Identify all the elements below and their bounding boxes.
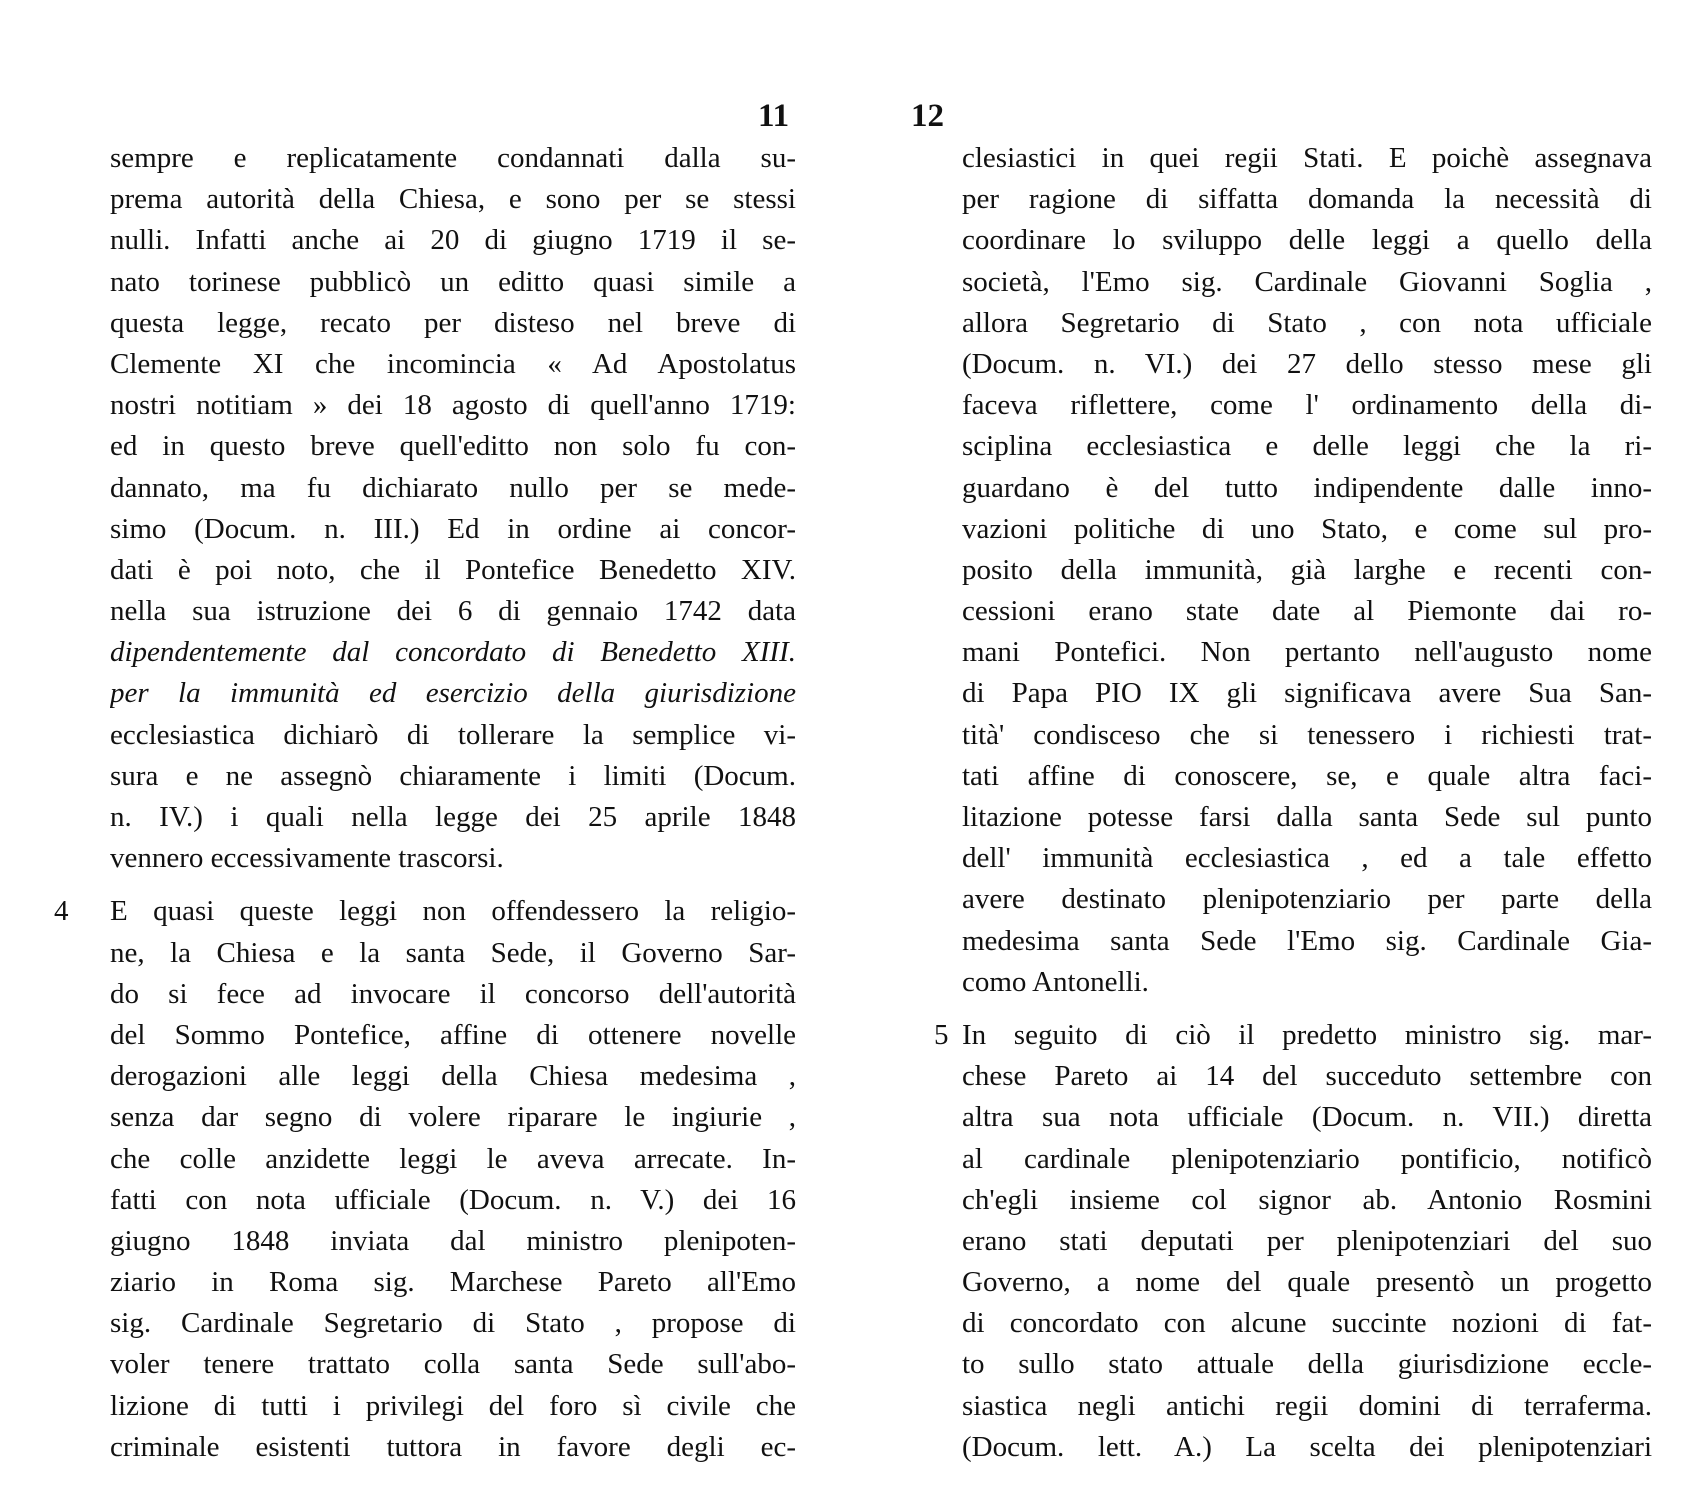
text-line: di Papa PIO IX gli significava avere Sua San-: [962, 677, 1652, 710]
text-line: simo (Docum. n. III.) Ed in ordine ai concor-: [110, 512, 796, 545]
text-line: guardano è del tutto indipendente dalle inno-: [962, 471, 1652, 504]
text-line: del Sommo Pontefice, affine di ottenere novelle: [110, 1018, 796, 1051]
text-line: como Antonelli.: [962, 965, 1149, 998]
text-line: nella sua istruzione dei 6 di gennaio 1742 data: [110, 595, 796, 628]
text-line: ch'egli insieme col signor ab. Antonio Rosmini: [962, 1183, 1652, 1216]
text-line: derogazioni alle leggi della Chiesa medesima ,: [110, 1060, 796, 1093]
text-line: sura e ne assegnò chiaramente i limiti (Docum.: [110, 759, 796, 792]
text-line: vennero eccessivamente trascorsi.: [110, 842, 504, 875]
text-line: voler tenere trattato colla santa Sede sull'abo-: [110, 1348, 796, 1381]
text-line: posito della immunità, già larghe e recenti con-: [962, 553, 1652, 586]
text-line: che colle anzidette leggi le aveva arrecate. In-: [110, 1142, 796, 1175]
text-line: In seguito di ciò il predetto ministro sig. mar-: [962, 1018, 1652, 1051]
text-line: vazioni politiche di uno Stato, e come sul pro-: [962, 512, 1652, 545]
page-number: 11: [758, 98, 790, 134]
text-line: Clemente XI che incomincia « Ad Apostolatus: [110, 347, 796, 380]
text-line: do si fece ad invocare il concorso dell'autorità: [110, 977, 796, 1010]
text-line: E quasi queste leggi non offendessero la religio-: [110, 895, 796, 928]
text-line: giugno 1848 inviata dal ministro plenipoten-: [110, 1224, 796, 1257]
text-line: avere destinato plenipotenziario per parte della: [962, 883, 1652, 916]
text-line: clesiastici in quei regii Stati. E poichè assegnava: [962, 142, 1652, 174]
text-line: al cardinale plenipotenziario pontificio, notificò: [962, 1142, 1652, 1175]
text-line: allora Segretario di Stato , con nota ufficiale: [962, 306, 1652, 339]
page-number: 12: [911, 98, 944, 134]
text-line: dati è poi noto, che il Pontefice Benedetto XIV.: [110, 553, 796, 586]
text-line: n. IV.) i quali nella legge dei 25 aprile 1848: [110, 801, 796, 833]
text-line: ziario in Roma sig. Marchese Pareto all'Emo: [110, 1266, 796, 1299]
text-column: [934, 138, 1652, 1468]
text-line: sciplina ecclesiastica e delle leggi che la ri-: [962, 430, 1652, 463]
text-line: questa legge, recato per disteso nel breve di: [110, 306, 796, 339]
text-line: per ragione di siffatta domanda la necessità di: [962, 183, 1652, 216]
right-page: [849, 0, 1698, 1500]
text-line: fatti con nota ufficiale (Docum. n. V.) dei 16: [110, 1183, 796, 1216]
text-line: dipendentemente dal concordato di Benedetto XIII.: [110, 636, 796, 669]
text-line: sig. Cardinale Segretario di Stato , propose di: [110, 1307, 796, 1340]
text-line: sempre e replicatamente condannati dalla su-: [110, 142, 796, 174]
text-line: ne, la Chiesa e la santa Sede, il Governo Sar-: [110, 936, 796, 969]
text-column: [54, 138, 796, 1468]
text-line: dannato, ma fu dichiarato nullo per se mede-: [110, 471, 796, 504]
text-line: di concordato con alcune succinte nozioni di fat-: [962, 1307, 1652, 1340]
text-line: società, l'Emo sig. Cardinale Giovanni Soglia ,: [962, 265, 1652, 298]
text-line: lizione di tutti i privilegi del foro sì civile che: [110, 1389, 796, 1422]
text-line: to sullo stato attuale della giurisdizione eccle-: [962, 1348, 1652, 1381]
text-line: litazione potesse farsi dalla santa Sede sul punto: [962, 801, 1652, 833]
text-line: dell' immunità ecclesiastica , ed a tale effetto: [962, 842, 1652, 875]
text-line: senza dar segno di volere riparare le ingiurie ,: [110, 1101, 796, 1134]
text-line: prema autorità della Chiesa, e sono per se stessi: [110, 183, 796, 216]
text-line: mani Pontefici. Non pertanto nell'augusto nome: [962, 636, 1652, 669]
text-line: (Docum. n. VI.) dei 27 dello stesso mese gli: [962, 347, 1652, 380]
text-line: nostri notitiam » dei 18 agosto di quell'anno 1719:: [110, 389, 796, 422]
text-line: faceva riflettere, come l' ordinamento della di-: [962, 389, 1652, 422]
text-line: tati affine di conoscere, se, e quale altra faci-: [962, 759, 1652, 792]
text-line: ecclesiastica dichiarò di tollerare la semplice vi-: [110, 718, 796, 751]
paragraph-number: 5: [934, 1018, 949, 1051]
text-line: chese Pareto ai 14 del succeduto settembre con: [962, 1060, 1652, 1093]
text-line: altra sua nota ufficiale (Docum. n. VII.) diretta: [962, 1101, 1652, 1134]
text-line: per la immunità ed esercizio della giurisdizione: [110, 677, 796, 710]
text-line: (Docum. lett. A.) La scelta dei plenipotenziari: [962, 1430, 1652, 1463]
text-line: nulli. Infatti anche ai 20 di giugno 1719 il se-: [110, 224, 796, 257]
text-line: siastica negli antichi regii domini di terraferma.: [962, 1389, 1652, 1422]
text-line: criminale esistenti tuttora in favore degli ec-: [110, 1430, 796, 1463]
paragraph-number: 4: [54, 895, 69, 928]
text-line: nato torinese pubblicò un editto quasi simile a: [110, 265, 796, 298]
text-line: cessioni erano state date al Piemonte dai ro-: [962, 595, 1652, 628]
text-line: ed in questo breve quell'editto non solo fu con-: [110, 430, 796, 463]
text-line: coordinare lo sviluppo delle leggi a quello della: [962, 224, 1652, 257]
text-line: erano stati deputati per plenipotenziari del suo: [962, 1224, 1652, 1257]
text-line: tità' condisceso che si tenessero i richiesti trat-: [962, 718, 1652, 751]
text-line: medesima santa Sede l'Emo sig. Cardinale Gia-: [962, 924, 1652, 957]
text-line: Governo, a nome del quale presentò un progetto: [962, 1266, 1652, 1299]
